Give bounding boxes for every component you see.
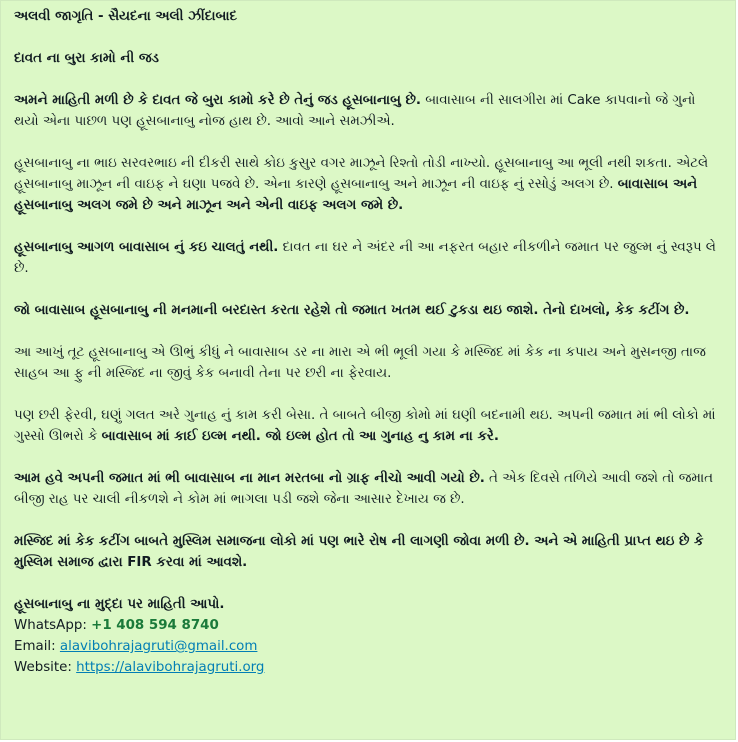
paragraph-6-bold: બાવાસાબ માં કાઈ ઇલ્મ નથી. જો ઇલ્મ હોત તો આ ગુનાહ નુ કામ ના કરે. xyxy=(101,429,499,444)
paragraph-1 xyxy=(14,90,723,132)
website-line xyxy=(14,657,723,678)
whatsapp-number[interactable]: +1 408 594 8740 xyxy=(91,618,219,633)
paragraph-3 xyxy=(14,237,723,279)
message-header: અલવી જાગૃતિ - સૈયદના અલી ઝીંદાબાદ xyxy=(14,9,238,24)
paragraph-8: મસ્જિદ માં કેક કટીંગ બાબતે મુસ્લિમ સમાજના લોકો માં પણ ભારે રોષ ની લાગણી જોવા મળી છે. અને એ માહિતી પ્રાપ્ત થઇ છે કે મુસ્લિમ સમાજ દ્વારા FIR કરવા માં આવશે. xyxy=(14,534,704,570)
paragraph-6-text: પણ છરી ફેરવી, ઘણું ગલત અરે ગુનાહ નું કામ કરી બેસા. તે બાબતે બીજી કોમો માં ઘણી બદનામી થઇ. અપની જમાત માં ભી લોકો માં ગુસ્સો ઊભરો કે xyxy=(14,408,716,444)
email-label: Email: xyxy=(14,639,60,654)
paragraph-2-bold: બાવાસાબ અને હૂસબાનાબુ અલગ જમે છે અને માઝૂન અને એની વાઇફ અલગ જમે છે. xyxy=(14,177,698,213)
paragraph-6 xyxy=(14,405,723,447)
website-link[interactable]: https://alavibohrajagruti.org xyxy=(76,660,265,675)
paragraph-3-bold: હૂસબાનાબુ આગળ બાવાસાબ નું કઇ ચાલતું નથી. xyxy=(14,240,279,255)
message-title: દાવત ના બુરા કામો ની જડ xyxy=(14,51,159,66)
paragraph-1-text: બાવાસાબ ની સાલગીરા માં Cake કાપવાનો જે ગુનો થયો એના પાછળ પણ હૂસબાનાબુ નોજ હાથ છે. આવો આને સમઝીએ. xyxy=(14,93,696,129)
email-link[interactable]: alavibohrajagruti@gmail.com xyxy=(59,639,258,654)
paragraph-2 xyxy=(14,153,723,216)
paragraph-1-bold: અમને માહિતી મળી છે કે દાવત જે બુરા કામો કરે છે તેનું જડ હૂસબાનાબુ છે. xyxy=(14,93,421,108)
paragraph-2-text: હૂસબાનાબુ ના ભાઇ સરવરભાઇ ની દીકરી સાથે કોઇ કુસુર વગર માઝૂને રિશ્તો તોડી નાખ્યો. હૂસબાનાબુ આ ભૂલી નથી શકતા. એટલે હૂસબાનાબુ માઝૂન ની વાઇફ ને ઘણા પજવે છે. એના કારણે હૂસબાનાબુ અને માઝૂન ની વાઇફ નું રસોડું અલગ છે. xyxy=(14,156,709,192)
website-label: Website: xyxy=(14,660,77,675)
paragraph-5: આ આખું તૂટ હૂસબાનાબુ એ ઊભું કીધું ને બાવાસાબ ડર ના મારા એ ભી ભૂલી ગયા કે મસ્જિદ માં કેક ના કપાય અને મુસનજી તાજ સાહબ આ ફુ ની મસ્જિદ ના જીવું કેક બનાવી તેના પર છરી ના ફેરવાય. xyxy=(14,345,706,381)
paragraph-7 xyxy=(14,468,723,510)
paragraph-4: જો બાવાસાબ હૂસબાનાબુ ની મનમાની બરદાસ્ત કરતા રહેશે તો જમાત ખતમ થઈ ટુકડા થઇ જાશે. તેનો દાખલો, કેક કટીંગ છે. xyxy=(14,303,690,318)
paragraph-7-text: તે એક દિવસે તળિયે આવી જશે તો જમાત બીજી રાહ પર ચાલી નીકળશે ને કોમ માં ભાગલા પડી જશે જેના આસાર દેખાય જ છે. xyxy=(14,471,714,507)
call-to-action: હૂસબાનાબુ ના મુદ્દા પર માહિતી આપો. xyxy=(14,597,225,612)
paragraph-3-text: દાવત ના ઘર ને અંદર ની આ નફરત બહાર નીકળીને જમાત પર જુલ્મ નું સ્વરૂપ લે છે. xyxy=(14,240,716,276)
paragraph-7-bold: આમ હવે અપની જમાત માં ભી બાવાસાબ ના માન મરતબા નો ગ્રાફ નીચો આવી ગયો છે. xyxy=(14,471,485,486)
email-line xyxy=(14,636,723,657)
whatsapp-label: WhatsApp: xyxy=(14,618,92,633)
whatsapp-line xyxy=(14,615,723,636)
